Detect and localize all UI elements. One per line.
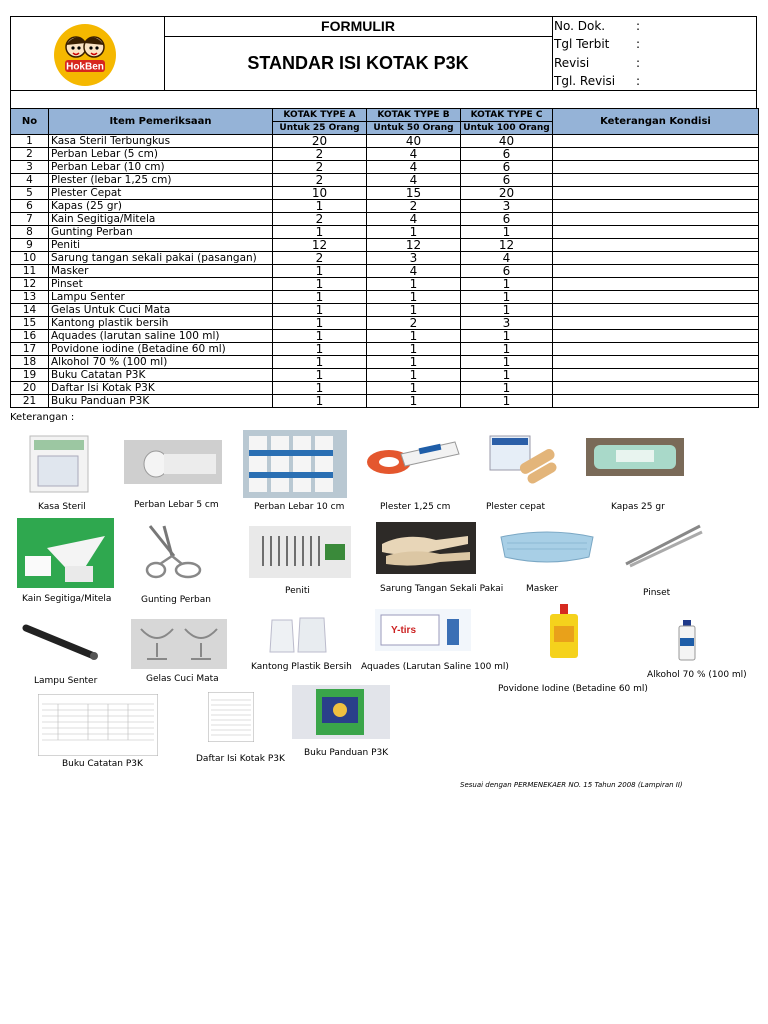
row-type-b: 1 (367, 395, 461, 408)
row-type-b: 1 (367, 291, 461, 304)
table-row (11, 174, 759, 187)
keterangan-label: Keterangan : (10, 412, 75, 423)
row-type-c: 6 (461, 213, 553, 226)
alkohol-image (676, 618, 698, 662)
header-row (11, 109, 759, 122)
meta-label: Tgl Terbit (554, 37, 610, 52)
aquades-image (375, 609, 471, 651)
table-row (11, 239, 759, 252)
row-no: 14 (11, 304, 49, 317)
row-keterangan (553, 252, 759, 265)
sub-type-a: Untuk 25 Orang (273, 122, 367, 135)
row-type-c: 20 (461, 187, 553, 200)
row-no: 2 (11, 148, 49, 161)
row-no: 12 (11, 278, 49, 291)
row-item: Alkohol 70 % (100 ml) (49, 356, 273, 369)
caption-kasa-steril: Kasa Steril (38, 502, 86, 512)
row-item: Kasa Steril Terbungkus (49, 135, 273, 148)
row-type-b: 15 (367, 187, 461, 200)
row-type-c: 3 (461, 200, 553, 213)
table-row (11, 226, 759, 239)
table-row (11, 291, 759, 304)
caption-kantong: Kantong Plastik Bersih (251, 662, 352, 672)
doc-title: STANDAR ISI KOTAK P3K (247, 53, 469, 73)
table-row (11, 304, 759, 317)
table-row (11, 278, 759, 291)
row-item: Plester Cepat (49, 187, 273, 200)
row-item: Kantong plastik bersih (49, 317, 273, 330)
povidone-image (546, 602, 582, 660)
row-type-c: 1 (461, 330, 553, 343)
row-item: Masker (49, 265, 273, 278)
col-type-b: KOTAK TYPE B (367, 109, 461, 122)
row-keterangan (553, 278, 759, 291)
meta-revision (552, 54, 757, 72)
title-cell (164, 17, 553, 90)
col-no: No (11, 109, 49, 135)
row-type-b: 4 (367, 174, 461, 187)
caption-gelas: Gelas Cuci Mata (146, 674, 219, 684)
kain-segitiga-image (17, 518, 114, 588)
table-row (11, 330, 759, 343)
row-type-a: 1 (273, 343, 367, 356)
caption-alkohol: Alkohol 70 % (100 ml) (647, 670, 747, 680)
row-type-a: 1 (273, 291, 367, 304)
caption-lampu: Lampu Senter (34, 676, 98, 686)
row-item: Sarung tangan sekali pakai (pasangan) (49, 252, 273, 265)
row-item: Buku Catatan P3K (49, 369, 273, 382)
perban-10-image (243, 430, 347, 498)
row-item: Perban Lebar (10 cm) (49, 161, 273, 174)
row-keterangan (553, 304, 759, 317)
meta-colon: : (636, 73, 641, 88)
row-type-a: 2 (273, 161, 367, 174)
col-type-a: KOTAK TYPE A (273, 109, 367, 122)
row-item: Pinset (49, 278, 273, 291)
row-keterangan (553, 200, 759, 213)
caption-gunting: Gunting Perban (141, 595, 211, 605)
kasa-steril-image (28, 432, 92, 496)
row-type-c: 1 (461, 291, 553, 304)
row-item: Aquades (larutan saline 100 ml) (49, 330, 273, 343)
row-type-b: 2 (367, 200, 461, 213)
table-row (11, 343, 759, 356)
sarung-tangan-image (376, 522, 476, 574)
pinset-image (620, 520, 706, 570)
row-type-c: 6 (461, 265, 553, 278)
row-keterangan (553, 356, 759, 369)
row-type-b: 1 (367, 382, 461, 395)
row-type-a: 2 (273, 148, 367, 161)
row-no: 13 (11, 291, 49, 304)
row-type-a: 12 (273, 239, 367, 252)
row-item: Kapas (25 gr) (49, 200, 273, 213)
row-type-c: 1 (461, 382, 553, 395)
caption-perban-5: Perban Lebar 5 cm (134, 500, 219, 510)
row-type-a: 1 (273, 278, 367, 291)
caption-masker: Masker (526, 584, 559, 594)
row-type-b: 4 (367, 213, 461, 226)
row-item: Perban Lebar (5 cm) (49, 148, 273, 161)
row-no: 4 (11, 174, 49, 187)
table-row (11, 187, 759, 200)
row-type-a: 2 (273, 213, 367, 226)
table-row (11, 213, 759, 226)
table-row (11, 265, 759, 278)
meta-revision-date (552, 72, 757, 90)
table-body (11, 135, 759, 408)
row-no: 8 (11, 226, 49, 239)
caption-buku-panduan: Buku Panduan P3K (304, 748, 389, 758)
row-no: 10 (11, 252, 49, 265)
row-type-b: 1 (367, 356, 461, 369)
row-type-c: 1 (461, 226, 553, 239)
hokben-logo (53, 23, 117, 87)
row-type-c: 6 (461, 161, 553, 174)
row-type-b: 40 (367, 135, 461, 148)
row-type-a: 1 (273, 382, 367, 395)
row-item: Gelas Untuk Cuci Mata (49, 304, 273, 317)
row-keterangan (553, 213, 759, 226)
row-item: Buku Panduan P3K (49, 395, 273, 408)
table-row (11, 252, 759, 265)
row-keterangan (553, 330, 759, 343)
row-no: 19 (11, 369, 49, 382)
row-type-c: 6 (461, 148, 553, 161)
row-type-a: 20 (273, 135, 367, 148)
row-type-a: 1 (273, 356, 367, 369)
row-keterangan (553, 187, 759, 200)
row-keterangan (553, 317, 759, 330)
row-keterangan (553, 265, 759, 278)
row-type-b: 4 (367, 161, 461, 174)
table-row (11, 395, 759, 408)
plester-cepat-image (488, 434, 560, 488)
row-type-b: 3 (367, 252, 461, 265)
row-type-b: 1 (367, 278, 461, 291)
checklist-table (10, 108, 759, 408)
row-no: 15 (11, 317, 49, 330)
table-row (11, 135, 759, 148)
row-no: 20 (11, 382, 49, 395)
daftar-isi-image (208, 692, 254, 742)
row-no: 7 (11, 213, 49, 226)
row-item: Gunting Perban (49, 226, 273, 239)
spacer-row (10, 91, 757, 109)
row-type-c: 6 (461, 174, 553, 187)
masker-image (497, 525, 597, 567)
row-type-c: 4 (461, 252, 553, 265)
row-type-c: 1 (461, 356, 553, 369)
row-type-c: 40 (461, 135, 553, 148)
meta-issue-date (552, 35, 757, 53)
row-keterangan (553, 369, 759, 382)
row-type-b: 2 (367, 317, 461, 330)
row-no: 17 (11, 343, 49, 356)
row-item: Daftar Isi Kotak P3K (49, 382, 273, 395)
regulation-footnote: Sesuai dengan PERMENEKAER NO. 15 Tahun 2008 (Lampiran II) (460, 781, 683, 789)
meta-label: Revisi (554, 55, 590, 70)
plester-image (365, 438, 461, 480)
meta-colon: : (636, 19, 641, 33)
caption-kapas: Kapas 25 gr (611, 502, 665, 512)
row-type-a: 1 (273, 265, 367, 278)
row-type-a: 1 (273, 226, 367, 239)
table-row (11, 200, 759, 213)
table-row (11, 369, 759, 382)
col-item: Item Pemeriksaan (49, 109, 273, 135)
row-keterangan (553, 174, 759, 187)
row-no: 9 (11, 239, 49, 252)
row-type-a: 1 (273, 369, 367, 382)
row-no: 1 (11, 135, 49, 148)
row-type-b: 4 (367, 265, 461, 278)
caption-sarung-tangan: Sarung Tangan Sekali Pakai (380, 584, 504, 594)
table-row (11, 161, 759, 174)
row-type-c: 1 (461, 278, 553, 291)
row-item: Plester (lebar 1,25 cm) (49, 174, 273, 187)
buku-panduan-image (292, 685, 390, 739)
row-type-c: 1 (461, 395, 553, 408)
row-no: 5 (11, 187, 49, 200)
kapas-image (586, 438, 684, 476)
sub-type-c: Untuk 100 Orang (461, 122, 553, 135)
form-header (10, 16, 757, 91)
row-no: 16 (11, 330, 49, 343)
row-type-a: 2 (273, 174, 367, 187)
meta-doc-no (552, 17, 757, 35)
row-type-b: 12 (367, 239, 461, 252)
caption-kain-segitiga: Kain Segitiga/Mitela (22, 594, 112, 604)
row-keterangan (553, 291, 759, 304)
row-type-b: 4 (367, 148, 461, 161)
row-type-a: 1 (273, 395, 367, 408)
col-keterangan: Keterangan Kondisi (553, 109, 759, 135)
row-keterangan (553, 239, 759, 252)
row-type-a: 1 (273, 200, 367, 213)
row-keterangan (553, 382, 759, 395)
row-type-c: 1 (461, 304, 553, 317)
lampu-senter-image (20, 620, 102, 664)
caption-povidone: Povidone Iodine (Betadine 60 ml) (498, 684, 648, 694)
caption-peniti: Peniti (285, 586, 310, 596)
gunting-image (138, 522, 206, 582)
row-item: Peniti (49, 239, 273, 252)
logo-text: HokBen (66, 61, 104, 73)
row-type-a: 1 (273, 304, 367, 317)
sub-type-b: Untuk 50 Orang (367, 122, 461, 135)
row-type-b: 1 (367, 369, 461, 382)
caption-aquades: Aquades (Larutan Saline 100 ml) (361, 662, 509, 672)
perban-5-image (124, 440, 222, 484)
row-keterangan (553, 161, 759, 174)
form-label: FORMULIR (164, 17, 552, 37)
row-type-b: 1 (367, 226, 461, 239)
table-row (11, 382, 759, 395)
meta-label: No. Dok. (554, 19, 606, 33)
document-meta (552, 17, 757, 90)
row-no: 6 (11, 200, 49, 213)
logo-cell (11, 17, 165, 90)
row-type-c: 1 (461, 369, 553, 382)
meta-label: Tgl. Revisi (554, 73, 616, 88)
row-type-a: 1 (273, 317, 367, 330)
row-type-c: 1 (461, 343, 553, 356)
caption-plester-cepat: Plester cepat (486, 502, 546, 512)
table-row (11, 317, 759, 330)
row-type-c: 12 (461, 239, 553, 252)
caption-daftar-isi: Daftar Isi Kotak P3K (196, 754, 285, 764)
row-item: Povidone iodine (Betadine 60 ml) (49, 343, 273, 356)
row-keterangan (553, 148, 759, 161)
row-type-c: 3 (461, 317, 553, 330)
caption-perban-10: Perban Lebar 10 cm (254, 502, 345, 512)
meta-colon: : (636, 55, 641, 70)
caption-plester: Plester 1,25 cm (380, 502, 451, 512)
caption-buku-catatan: Buku Catatan P3K (62, 759, 143, 769)
row-keterangan (553, 135, 759, 148)
col-type-c: KOTAK TYPE C (461, 109, 553, 122)
row-item: Kain Segitiga/Mitela (49, 213, 273, 226)
row-no: 18 (11, 356, 49, 369)
row-type-a: 10 (273, 187, 367, 200)
buku-catatan-image (38, 694, 158, 756)
row-item: Lampu Senter (49, 291, 273, 304)
row-no: 11 (11, 265, 49, 278)
meta-colon: : (636, 37, 641, 52)
row-no: 3 (11, 161, 49, 174)
peniti-image (249, 526, 351, 578)
row-keterangan (553, 226, 759, 239)
row-type-b: 1 (367, 304, 461, 317)
row-no: 21 (11, 395, 49, 408)
row-keterangan (553, 343, 759, 356)
svg-text:Y-tirs: Y-tirs (391, 625, 417, 636)
caption-pinset: Pinset (643, 588, 671, 598)
gelas-cuci-mata-image (131, 619, 227, 669)
row-type-a: 1 (273, 330, 367, 343)
row-type-b: 1 (367, 343, 461, 356)
row-type-a: 2 (273, 252, 367, 265)
table-row (11, 148, 759, 161)
row-type-b: 1 (367, 330, 461, 343)
row-keterangan (553, 395, 759, 408)
kantong-plastik-image (264, 610, 332, 654)
table-row (11, 356, 759, 369)
